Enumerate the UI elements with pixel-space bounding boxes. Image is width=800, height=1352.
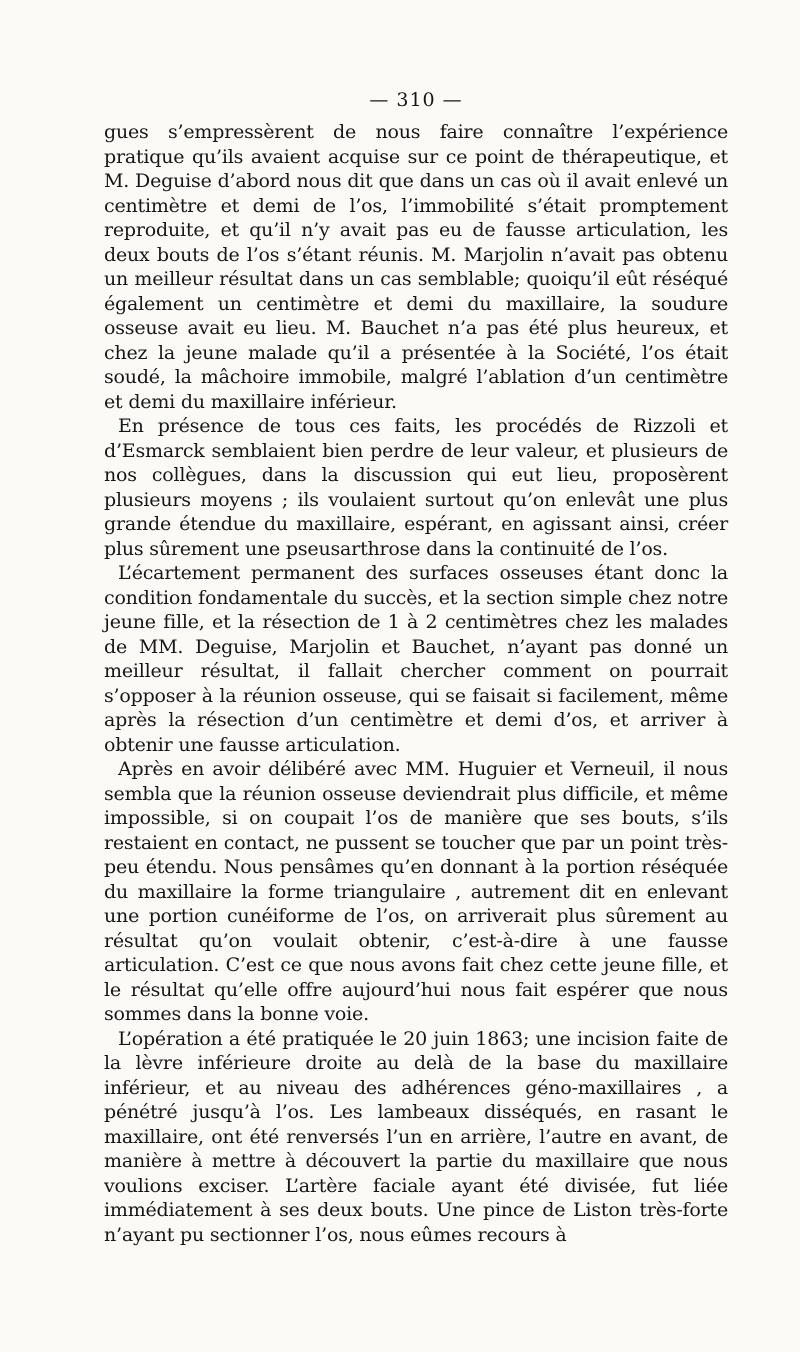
paragraph-2: En présence de tous ces faits, les procédés de Rizzoli et d’Esmarck semblaient bien perdre de leur valeur, et plusieurs de nos collègues, dans la discussion qui eut lieu, proposèrent plusieurs moyens ; ils voulaient surtout qu’on enlevât une plus grande étendue du maxillaire, espérant, en agissant ainsi, créer plus sûrement une pseusarthrose dans la continuité de l’os. bbox=[104, 415, 728, 560]
page-number: — 310 — bbox=[369, 89, 463, 111]
paragraph-3: L’écartement permanent des surfaces osseuses étant donc la condition fondamentale du succès, et la section simple chez notre jeune fille, et la résection de 1 à 2 centimètres chez les malades de MM. Deguise, Marjolin et Bauchet, n’ayant pas donné un meilleur résultat, il fallait chercher comment on pourrait s’opposer à la réunion osseuse, qui se faisait si facilement, même après la résection d’un centimètre et demi d’os, et arriver à obtenir une fausse articulation. bbox=[104, 562, 728, 756]
paragraph-1: gues s’empressèrent de nous faire connaître l’expérience pratique qu’ils avaient acquise sur ce point de thérapeutique, et M. Deguise d’abord nous dit que dans un cas où il avait enlevé un centimètre et demi de l’os, l’immobilité s’était promptement reproduite, et qu’il n’y avait pas eu de fausse articulation, les deux bouts de l’os s’étant réunis. M. Marjolin n’avait pas obtenu un meilleur résultat dans un cas semblable; quoiqu’il eût réséqué également un centimètre et demi du maxillaire, la soudure osseuse avait eu lieu. M. Bauchet n’a pas été plus heureux, et chez la jeune malade qu’il a présentée à la Société, l’os était soudé, la mâchoire immobile, malgré l’ablation d’un centimètre et demi du maxillaire inférieur. bbox=[104, 121, 728, 413]
paragraph-4: Après en avoir délibéré avec MM. Huguier et Verneuil, il nous sembla que la réunion osseuse deviendrait plus difficile, et même impossible, si on coupait l’os de manière que ses bouts, s’ils restaient en contact, ne pussent se toucher que par un point très-peu étendu. Nous pensâmes qu’en donnant à la portion réséquée du maxillaire la forme triangulaire , autrement dit en enlevant une portion cunéiforme de l’os, on arriverait plus sûrement au résultat qu’on voulait obtenir, c’est-à-dire à une fausse articulation. C’est ce que nous avons fait chez cette jeune fille, et le résultat qu’elle offre aujourd’hui nous fait espérer que nous sommes dans la bonne voie. bbox=[104, 758, 728, 1025]
paragraph-5: L’opération a été pratiquée le 20 juin 1863; une incision faite de la lèvre inférieure droite au delà de la base du maxillaire inférieur, et au niveau des adhérences géno-maxillaires , a pénétré jusqu’à l’os. Les lambeaux disséqués, en rasant le maxillaire, ont été renversés l’un en arrière, l’autre en avant, de manière à mettre à découvert la partie du maxillaire que nous voulions exciser. L’artère faciale ayant été divisée, fut liée immédiatement à ses deux bouts. Une pince de Liston très-forte n’ayant pu sectionner l’os, nous eûmes recours à bbox=[104, 1027, 728, 1246]
document-page bbox=[104, 88, 728, 1247]
